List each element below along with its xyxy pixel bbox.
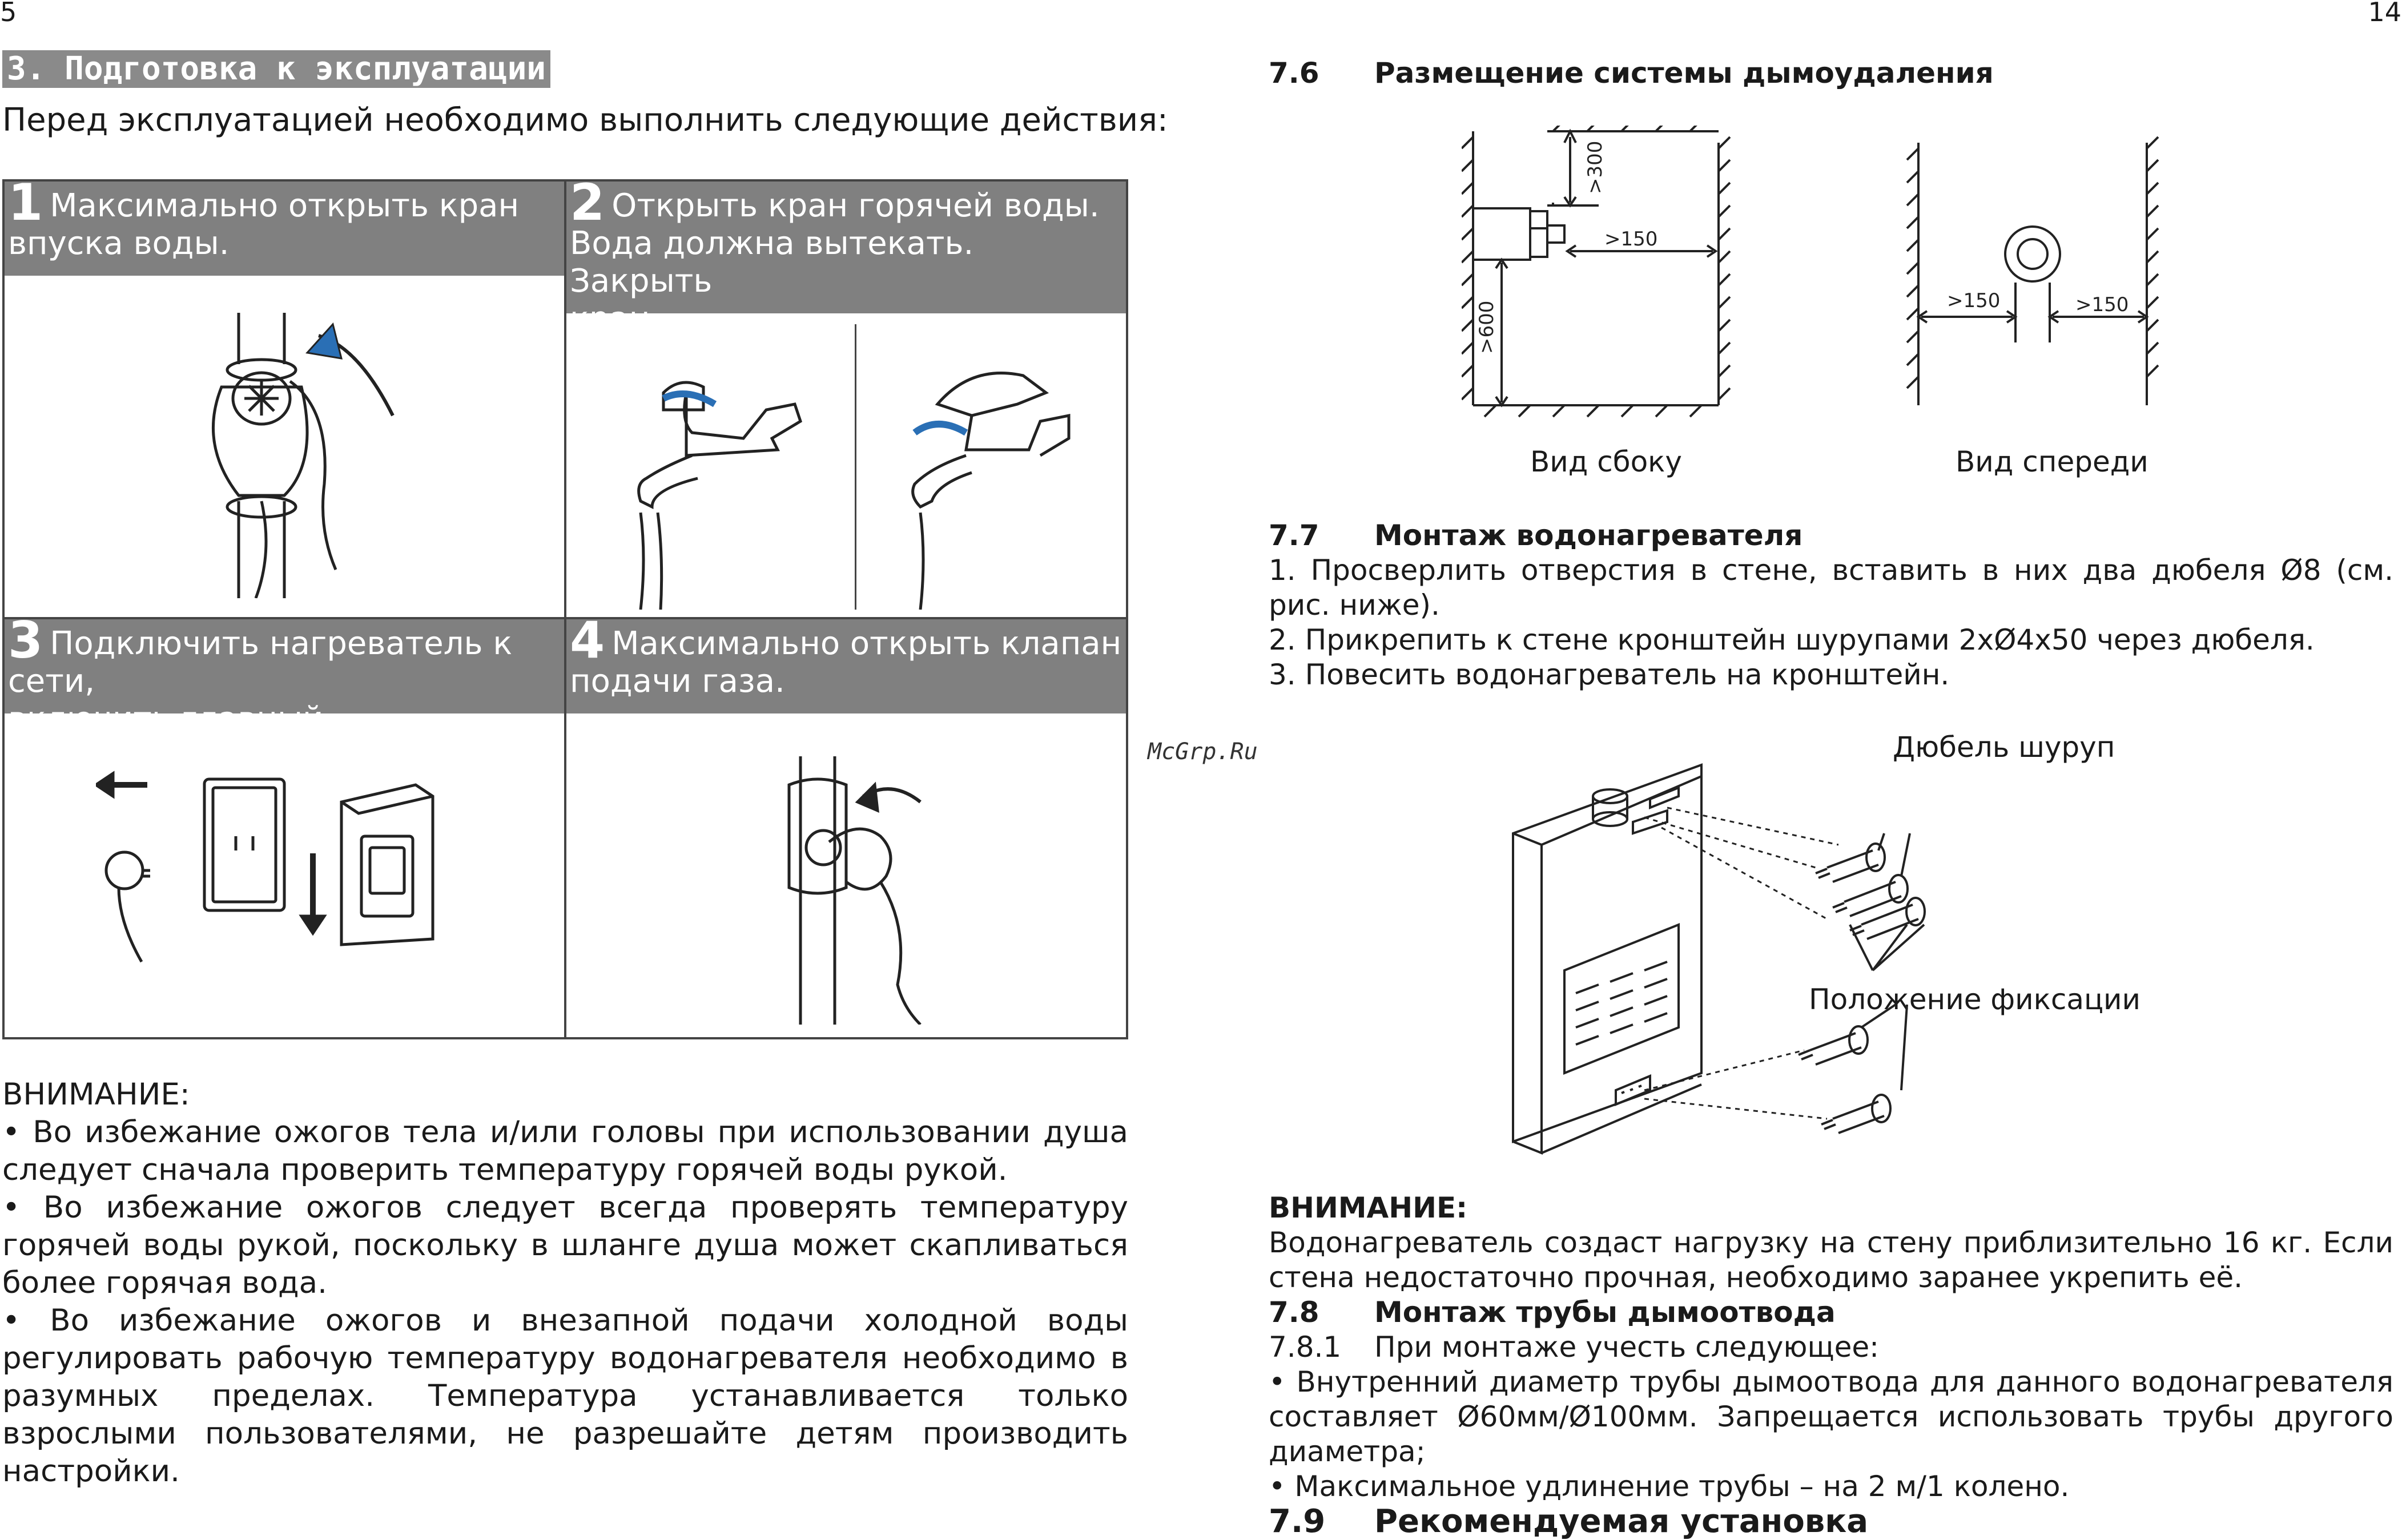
- left-warning: [2, 1076, 1128, 1490]
- step-2: [566, 182, 1126, 617]
- flue-clearance-diagram: [1462, 126, 2215, 422]
- front-view-label: Вид спереди: [1956, 445, 2148, 478]
- step-1-number: 1: [8, 182, 43, 232]
- open-water-valve-illustration: [176, 313, 416, 598]
- section-7-7: [1269, 518, 2393, 692]
- dim-600-label: >600: [1475, 300, 1498, 354]
- plug-and-switch-illustration: [96, 751, 461, 990]
- steps-grid: [2, 179, 1128, 1039]
- right-warning-title: ВНИМАНИЕ:: [1269, 1191, 1468, 1224]
- open-gas-valve-illustration: [778, 756, 960, 1025]
- faucet-open-illustration: [629, 370, 835, 610]
- s77-step-2: 2. Прикрепить к стене кронштейн шурупами 2хØ4х50 через дюбеля.: [1269, 623, 2315, 656]
- page-number-right: 14: [2368, 0, 2401, 27]
- step-1-header: 1 Максимально открыть кран впуска воды.: [5, 182, 564, 276]
- section-7-9-heading: 7.9 Рекомендуемая установка: [1269, 1503, 1869, 1540]
- s78-item-2: • Максимальное удлинение трубы – на 2 м/1 колено.: [1269, 1470, 2070, 1503]
- section-7-7-heading: 7.7 Монтаж водонагревателя: [1269, 519, 1803, 552]
- step-3-number: 3: [8, 619, 43, 670]
- left-warning-item-3: • Во избежание ожогов и внезапной подачи холодной воды регулировать рабочую температуру водонагревателя необходимо в разумных пределах. Температура устанавливается только взрослыми пользователями, не разрешайте детям производить настройки.: [2, 1303, 1128, 1489]
- right-warning-text: Водонагреватель создаст нагрузку на стену приблизительно 16 кг. Если стена недостаточно прочная, необходимо заранее укрепить её.: [1269, 1226, 2393, 1294]
- step-2-header: 2 Открыть кран горячей воды. Вода должна вытекать. Закрыть кран.: [566, 182, 1126, 313]
- step-4-number: 4: [570, 619, 605, 670]
- faucet-close-illustration: [903, 353, 1109, 610]
- left-warning-title: ВНИМАНИЕ:: [2, 1077, 190, 1112]
- dim-150-label: >150: [1604, 228, 1658, 251]
- section-7-6-heading: 7.6 Размещение системы дымоудаления: [1269, 57, 1994, 90]
- s77-step-3: 3. Повесить водонагреватель на кронштейн.: [1269, 658, 1950, 691]
- dowel-screw-label: Дюбель шуруп: [1893, 731, 2115, 764]
- section-7-8-1-heading: 7.8.1 При монтаже учесть следующее:: [1269, 1331, 1879, 1364]
- step-3: [5, 619, 564, 1037]
- section-title: 3. Подготовка к эксплуатации: [2, 50, 550, 88]
- s78-item-1: • Внутренний диаметр трубы дымоотвода для данного водонагревателя составляет Ø60мм/Ø100мм. Запрещается использовать трубы другого диаметра;: [1269, 1365, 2393, 1468]
- step-4: [566, 619, 1126, 1037]
- dim-300-label: >300: [1584, 140, 1607, 194]
- step-1: [5, 182, 564, 617]
- lead-text: Перед эксплуатацией необходимо выполнить следующие действия:: [2, 102, 1168, 139]
- left-warning-item-2: • Во избежание ожогов следует всегда проверять температуру горячей воды рукой, поскольку в шланге душа может скапливаться более горячая вода.: [2, 1190, 1128, 1300]
- s77-step-1: 1. Просверлить отверстия в стене, вставить в них два дюбеля Ø8 (см. рис. ниже).: [1269, 554, 2393, 622]
- step-4-header: 4 Максимально открыть клапан подачи газа.: [566, 619, 1126, 713]
- left-warning-item-1: • Во избежание ожогов тела и/или головы при использовании душа следует сначала проверить температуру горячей воды рукой.: [2, 1115, 1128, 1187]
- watermark: McGrp.Ru: [1148, 739, 1258, 765]
- page-number-left: 5: [0, 0, 17, 27]
- heater-mounting-diagram: [1507, 753, 1941, 1210]
- dim-150-left-label: >150: [1947, 289, 2001, 312]
- side-view-label: Вид сбоку: [1530, 445, 1682, 478]
- right-warning: [1269, 1191, 2393, 1539]
- fix-position-label: Положение фиксации: [1809, 983, 2141, 1016]
- dim-150-right-label: >150: [2075, 293, 2129, 316]
- step-2-number: 2: [570, 182, 605, 232]
- step-3-header: 3 Подключить нагреватель к сети, включить главный выключатель.: [5, 619, 564, 713]
- section-7-8-heading: 7.8 Монтаж трубы дымоотвода: [1269, 1296, 1836, 1329]
